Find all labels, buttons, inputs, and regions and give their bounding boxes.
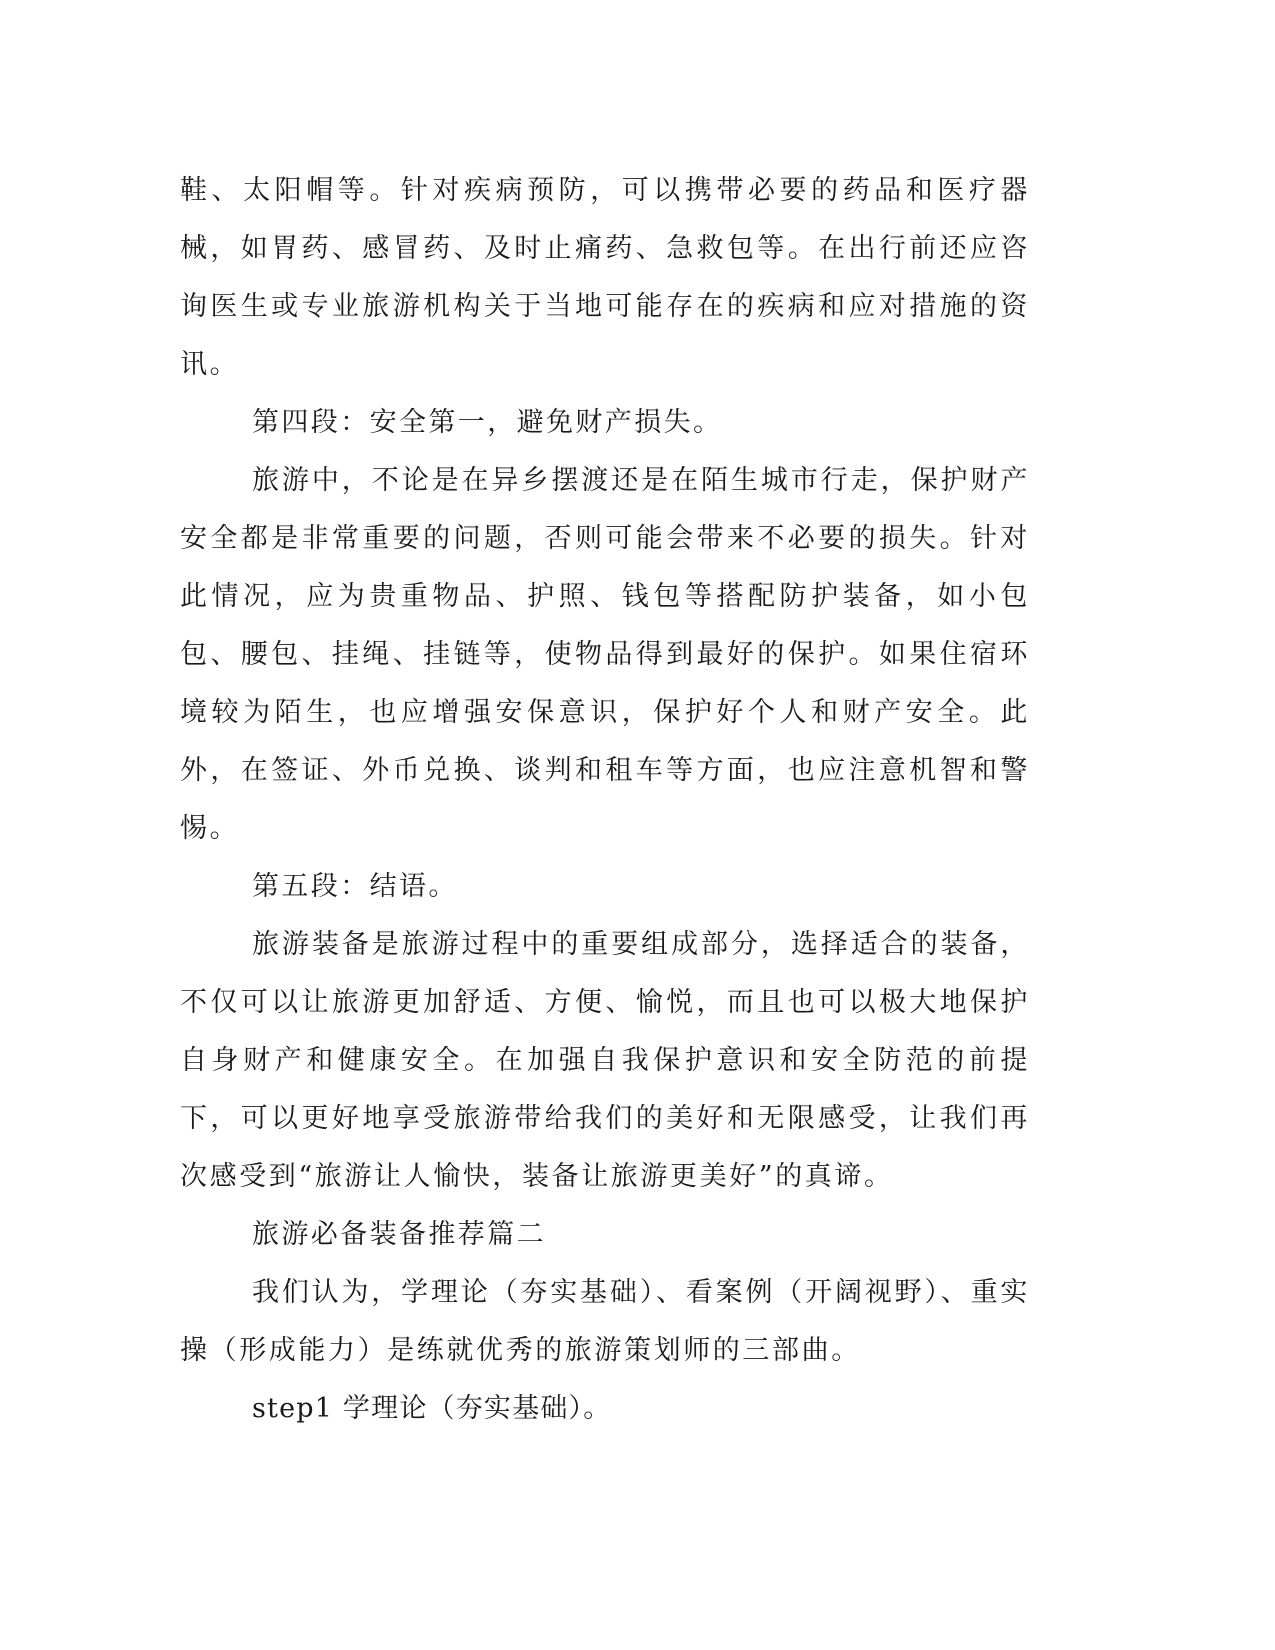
paragraph-conclusion: 旅游装备是旅游过程中的重要组成部分，选择适合的装备，不仅可以让旅游更加舒适、方便、愉悦，而且也可以极大地保护自身财产和健康安全。在加强自我保护意识和安全防范的前提下，可以更好地享受旅游带给我们的美好和无限感受，让我们再次感受到“旅游让人愉快，装备让旅游更美好”的真谛。 — [180, 929, 1030, 1192]
section-heading-5: 第五段：结语。 — [252, 871, 458, 902]
document-body — [180, 162, 1030, 1438]
step-1-heading: step1 学理论（夯实基础）。 — [252, 1393, 612, 1424]
article-heading-2: 旅游必备装备推荐篇二 — [252, 1219, 546, 1250]
paragraph-three-steps: 我们认为，学理论（夯实基础）、看案例（开阔视野）、重实操（形成能力）是练就优秀的旅游策划师的三部曲。 — [180, 1277, 1030, 1366]
section-heading-4: 第四段：安全第一，避免财产损失。 — [252, 407, 723, 438]
paragraph-property-safety: 旅游中，不论是在异乡摆渡还是在陌生城市行走，保护财产安全都是非常重要的问题，否则可能会带来不必要的损失。针对此情况，应为贵重物品、护照、钱包等搭配防护装备，如小包包、腰包、挂绳、挂链等，使物品得到最好的保护。如果住宿环境较为陌生，也应增强安保意识，保护好个人和财产安全。此外，在签证、外币兑换、谈判和租车等方面，也应注意机智和警惕。 — [180, 465, 1030, 844]
paragraph-prevention-continued: 鞋、太阳帽等。针对疾病预防，可以携带必要的药品和医疗器械，如胃药、感冒药、及时止痛药、急救包等。在出行前还应咨询医生或专业旅游机构关于当地可能存在的疾病和应对措施的资讯。 — [180, 175, 1030, 380]
